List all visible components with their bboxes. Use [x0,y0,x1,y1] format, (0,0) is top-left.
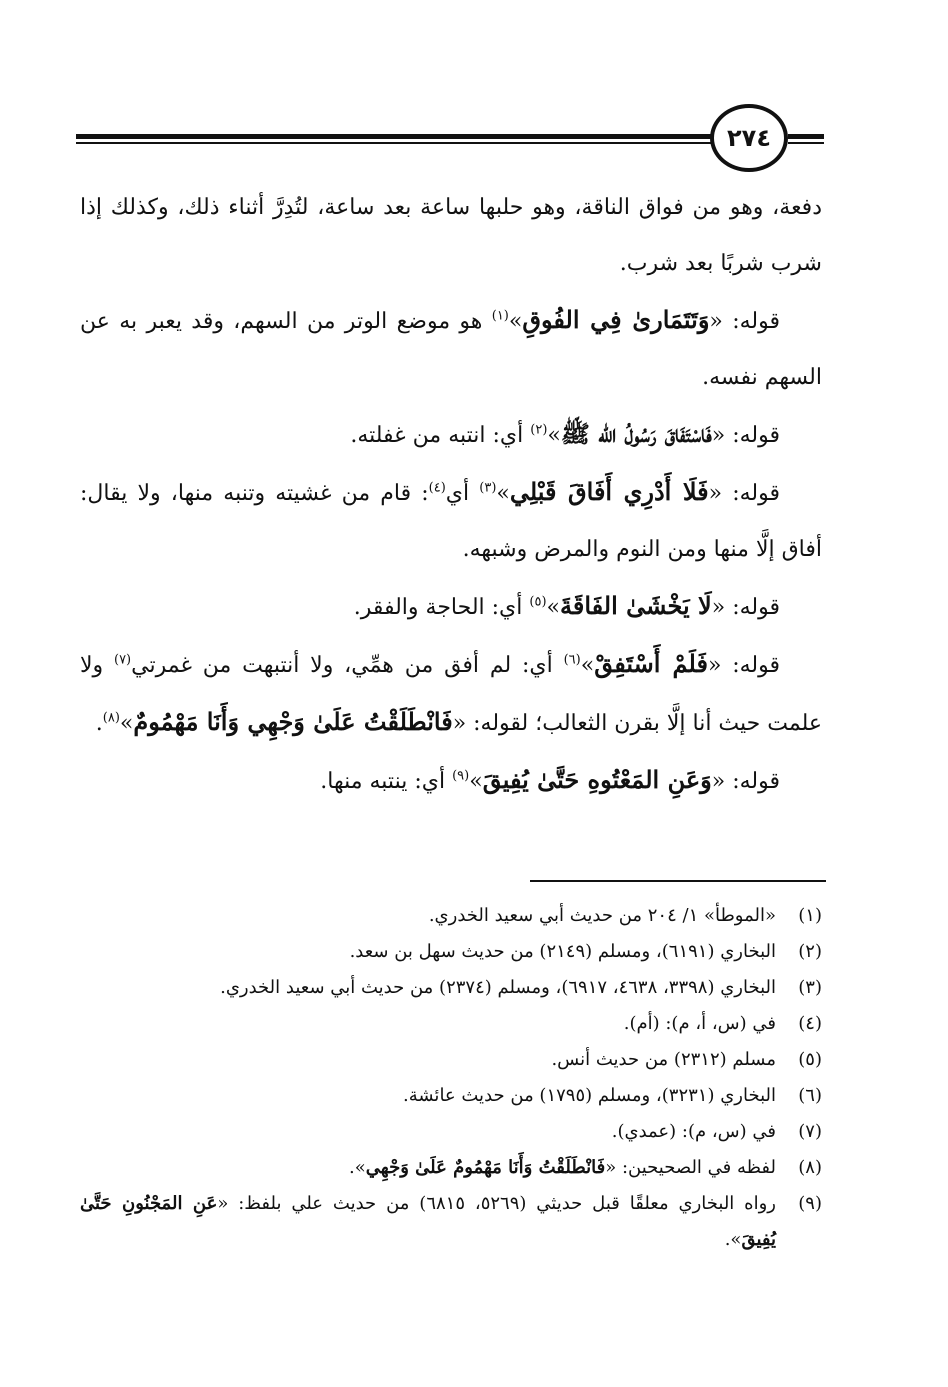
footnote-number: (٧) [798,1121,822,1142]
paragraph-text: هو موضع الوتر من السهم، وقد يعبر به عن السهم نفسه. [80,309,822,390]
paragraph-1 [80,180,822,292]
quote-close: » [546,595,560,620]
quote-close: ». [349,1157,366,1178]
footnote-ref: (٦) [563,652,581,668]
footnote-number: (٤) [798,1013,822,1034]
quote-open: قوله: « [708,481,780,506]
quote-close: » [119,711,134,736]
header-rule-right [788,134,824,139]
quote-close: » [469,769,483,794]
quoted-phrase: فَلَمْ أَسْتَفِقْ [594,649,708,678]
header-rule [76,134,716,139]
footnote-separator [530,880,826,882]
footnote-text [80,1150,776,1186]
quote-close: » [547,423,561,448]
page-number-badge [710,104,788,172]
footnote [80,1006,822,1042]
paragraph-5 [80,578,822,636]
footnote-number: (٩) [798,1193,822,1214]
paragraph-2 [80,292,822,406]
page-header [76,104,856,180]
footnote-number: (٦) [798,1085,822,1106]
paragraph-7 [80,752,822,810]
footnote [80,1114,822,1150]
quote-close: ». [724,1229,742,1250]
footnote-ref: (٧) [113,652,132,668]
quoted-phrase: عَنِ المَجْنُونِ حَتَّىٰ يُفِيقَ [80,1193,776,1250]
footnote-ref: (٤) [428,480,446,496]
footnote [80,970,822,1006]
footnote-text-part: لفظه في الصحيحين: « [605,1157,776,1178]
footnote-text: في (س، أ، م): (أم). [623,1013,776,1034]
quoted-phrase: فَانْطَلَقْتُ عَلَىٰ وَجْهِي وَأَنَا مَهْمُومٌ [133,707,453,736]
quoted-phrase: فَلَا أَدْرِي أَفَاقَ قَبْلِي [509,477,709,506]
quote-close: » [496,481,510,506]
quote-close: » [580,653,595,678]
quoted-phrase: وَتَتَمَارىٰ فِي الفُوقِ [522,305,710,334]
header-rule-thin [76,142,716,144]
footnote [80,1078,822,1114]
footnote-ref: (٣) [479,480,497,496]
footnote [80,1042,822,1078]
footnote-number: (٨) [798,1157,822,1178]
quote-close: » [508,309,523,334]
footnote-ref: (٩) [452,768,470,784]
main-text [80,180,822,810]
paragraph-6 [80,636,822,752]
quote-open: قوله: « [711,423,780,448]
footnote-number: (١) [798,905,822,926]
footnote-text: البخاري (٣٣٩٨، ٤٦٣٨، ٦٩١٧)، ومسلم (٢٣٧٤) من حديث أبي سعيد الخدري. [220,977,776,998]
paragraph-text: أي: الحاجة والفقر. [353,595,530,620]
footnote-ref: (٥) [529,594,547,610]
quoted-phrase: لَا يَخْشَىٰ الفَاقَةَ [559,591,712,620]
page-number: ٢٧٤ [727,124,771,152]
footnote-text: البخاري (٦١٩١)، ومسلم (٢١٤٩) من حديث سهل بن سعد. [349,941,776,962]
footnote [80,1150,822,1186]
quote-open: قوله: « [711,595,780,620]
footnote-text: البخاري (٣٢٣١)، ومسلم (١٧٩٥) من حديث عائشة. [403,1085,776,1106]
paragraph-text: أي: لم أفق من همِّي، ولا أنتبهت من غمرتي [131,653,564,678]
footnotes [80,898,822,1258]
footnote [80,934,822,970]
paragraph-text: أي [445,481,480,506]
footnote-text [80,1186,776,1258]
quoted-phrase: وَعَنِ المَعْتُوهِ حَتَّىٰ يُفِيقَ [482,765,712,794]
quoted-phrase: فَاسْتَفَاقَ رَسُولُ الله ﷺ [560,419,712,448]
footnote-text: في (س، م): (عمدي). [611,1121,776,1142]
paragraph-text: أي: ينتبه منها. [320,769,453,794]
paragraph-text: ولا علمت حيث أنا إلَّا بقرن الثعالب؛ لقوله: « [80,653,822,736]
quote-open: قوله: « [711,769,780,794]
footnote-text: مسلم (٢٣١٢) من حديث أنس. [551,1049,776,1070]
footnote [80,898,822,934]
footnote-number: (٣) [798,977,822,998]
paragraph-text: أي: انتبه من غفلته. [350,423,531,448]
footnote-text-part: رواه البخاري معلقًا قبل حديثي (٥٢٦٩، ٦٨١٥) من حديث علي بلفظ: « [217,1193,777,1214]
footnote-ref: (١) [491,308,509,324]
paragraph-text: دفعة، وهو من فواق الناقة، وهو حلبها ساعة بعد ساعة، لتُدِرَّ أثناء ذلك، وكذلك إذا شرب شربًا بعد شرب. [80,195,822,276]
header-rule-right-thin [788,142,824,144]
quoted-phrase: فَانْطَلَقْتُ وَأَنَا مَهْمُومٌ عَلَىٰ وَجْهِي [365,1157,606,1178]
paragraph-3 [80,406,822,464]
footnote-ref: (٢) [530,422,548,438]
paragraph-4 [80,464,822,578]
footnote [80,1186,822,1258]
footnote-number: (٥) [798,1049,822,1070]
footnote-number: (٢) [798,941,822,962]
quote-open: قوله: « [709,309,780,334]
paragraph-text: : قام من غشيته وتنبه منها، ولا يقال: أفاق إلَّا منها ومن النوم والمرض وشبهه. [80,481,822,562]
footnote-text: «الموطأ» ١/ ٢٠٤ من حديث أبي سعيد الخدري. [428,905,776,926]
footnote-ref: (٨) [102,710,120,726]
quote-open: قوله: « [707,653,781,678]
paragraph-text: . [95,711,103,736]
